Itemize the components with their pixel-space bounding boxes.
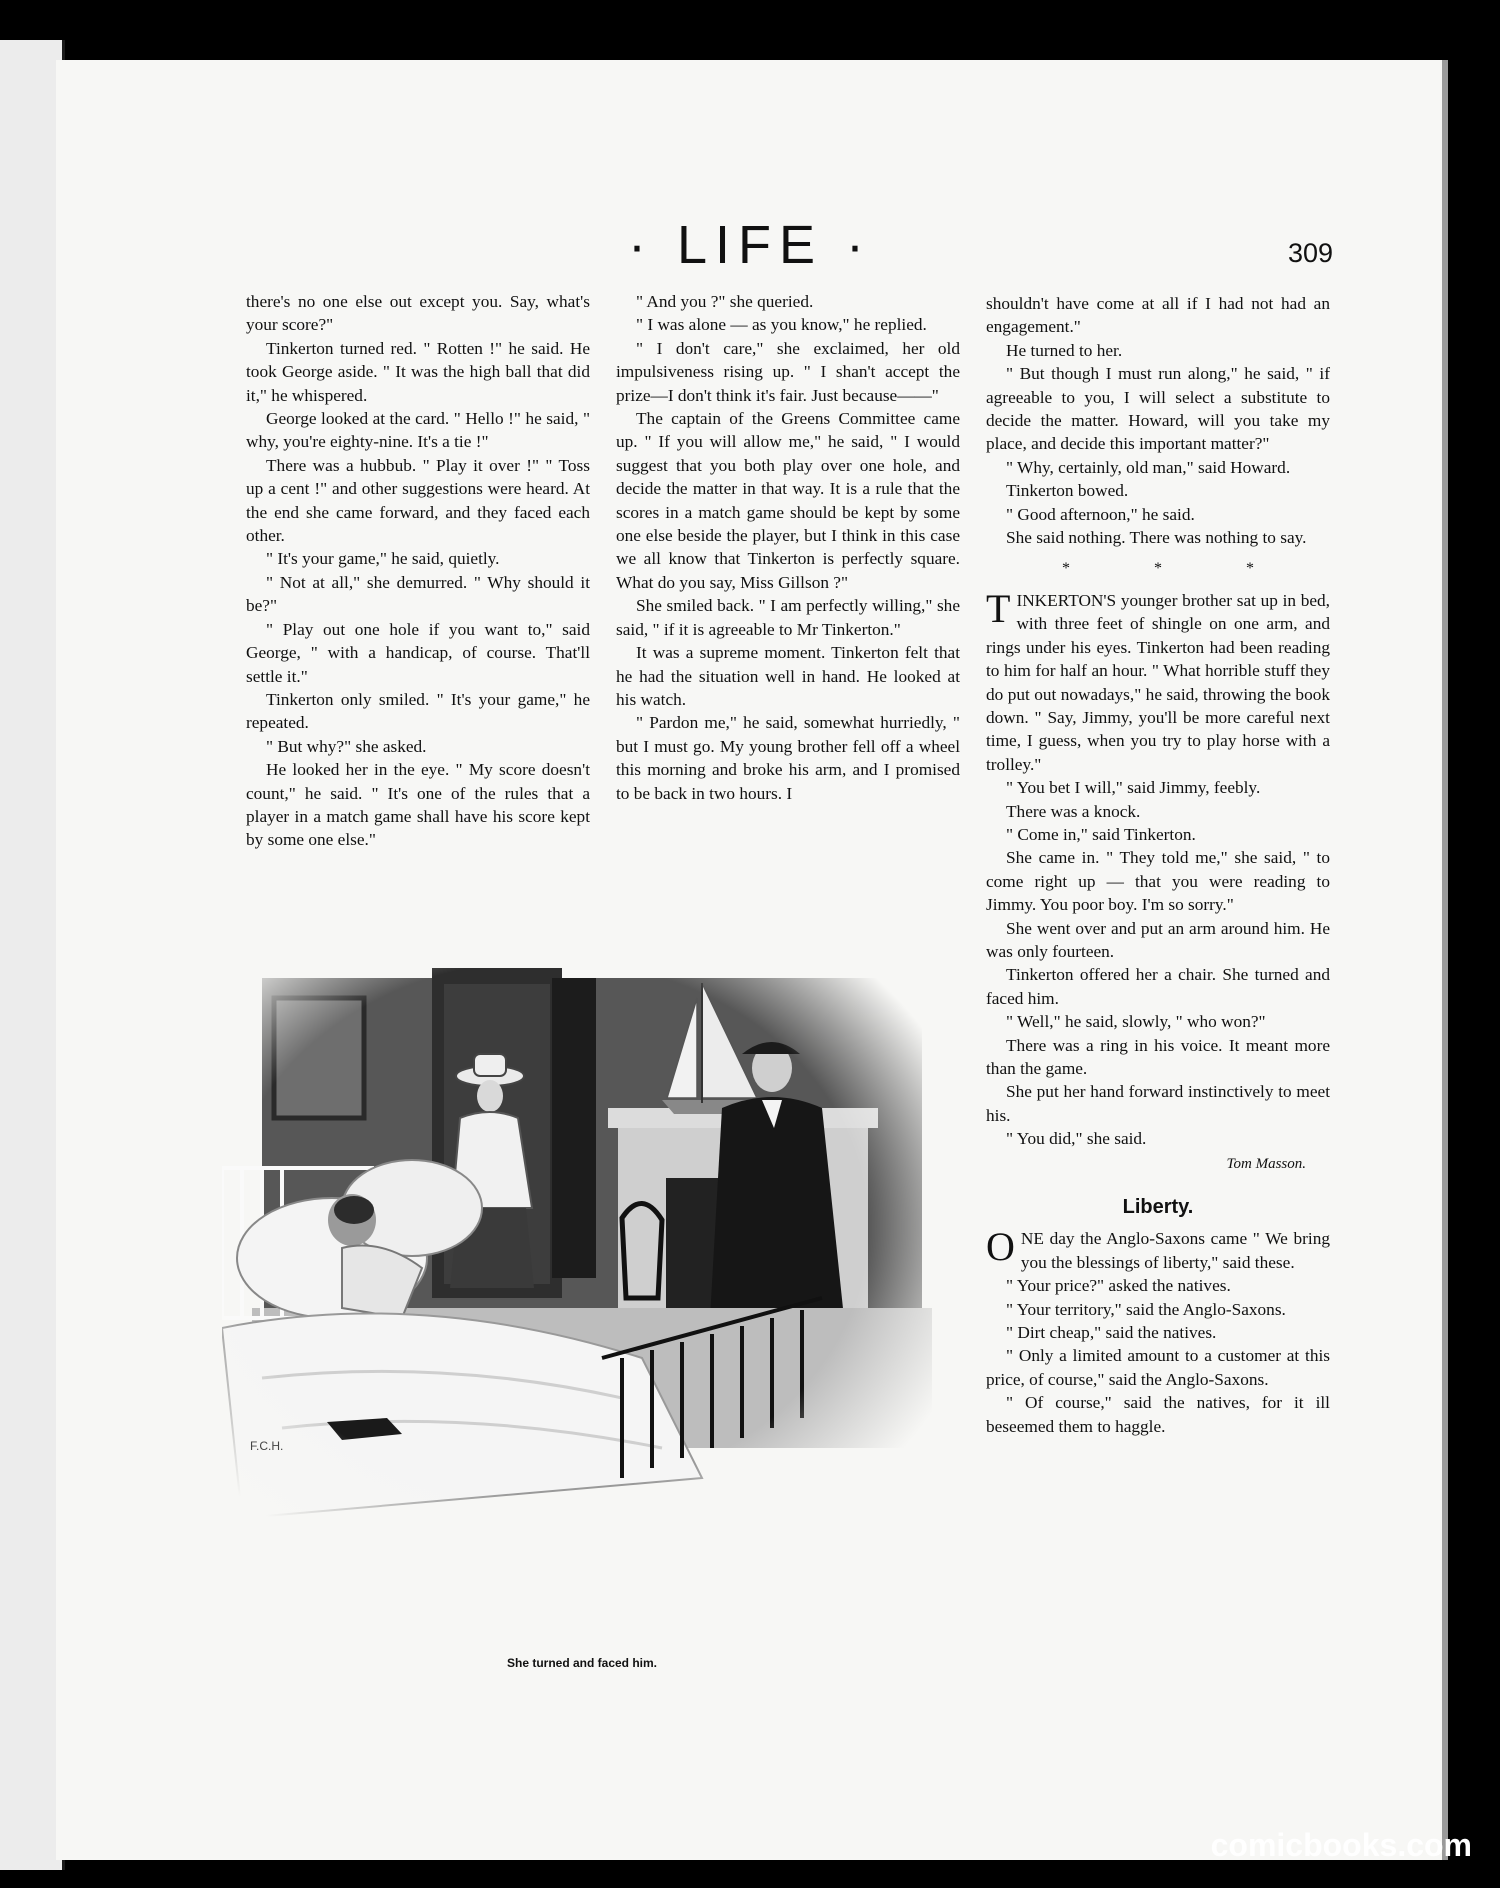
paragraph-text: INKERTON'S younger brother sat up in bed, with three feet of shingle on one arm, and rings under his eyes. Tinkerton had been reading to him for half an hour. " What horrible stuff they do put out nowadays," he said, throwing the book down. " Say, Jimmy, you'll be more careful next time, I guess, when you try to play horse with a trolley."	[986, 590, 1330, 774]
paragraph: " You bet I will," said Jimmy, feebly.	[1006, 778, 1261, 798]
paragraph: " And you ?" she queried.	[636, 292, 814, 311]
paragraph: She went over and put an arm around him. He was only fourteen.	[986, 918, 1330, 961]
bedroom-illustration	[222, 958, 942, 1556]
paragraph	[986, 1224, 1330, 1274]
paragraph: " It's your game," he said, quietly.	[266, 549, 500, 569]
illustration-drawing	[222, 958, 942, 1556]
paragraph: There was a hubbub. " Play it over !" " Toss up a cent !" and other suggestions were heard. At the end she came forward, and they faced each other.	[246, 455, 590, 546]
paragraph: The captain of the Greens Committee came up. " If you will allow me," he said, " I would suggest that you both play over one hole, and decide the matter in that way. It is a rule that the scores in a match game should be kept by some one else beside the player, but I think in this case we all know that Tinkerton is perfectly square. What do you say, Miss Gillson ?"	[616, 409, 960, 592]
paragraph	[986, 585, 1330, 776]
paragraph: There was a ring in his voice. It meant more than the game.	[986, 1035, 1330, 1078]
artist-signature: F.C.H.	[250, 1439, 284, 1453]
drop-cap: O	[986, 1224, 1015, 1270]
paragraph: She came in. " They told me," she said, " to come right up — that you were reading to Jimmy. You poor boy. I'm so sorry."	[986, 848, 1330, 915]
paragraph: There was a knock.	[1006, 801, 1141, 821]
paragraph: " Of course," said the natives, for it ill beseemed them to haggle.	[986, 1393, 1330, 1436]
text-column-1	[246, 290, 590, 852]
paragraph: " You did," she said.	[1006, 1129, 1147, 1149]
paragraph: " Well," he said, slowly, " who won?"	[1006, 1012, 1266, 1032]
section-separator: * * *	[1062, 560, 1294, 578]
paragraph: " Dirt cheap," said the natives.	[1006, 1323, 1217, 1343]
text-column-3	[986, 292, 1330, 1438]
text-column-2	[616, 290, 960, 805]
paragraph: Tinkerton only smiled. " It's your game," he repeated.	[246, 689, 590, 733]
paragraph: " I was alone — as you know," he replied.	[636, 315, 927, 335]
paragraph: " Your price?" asked the natives.	[1006, 1276, 1231, 1296]
masthead-title: · LIFE ·	[627, 215, 872, 275]
page-shadow	[1442, 60, 1448, 1860]
watermark: comicbooks.com	[1210, 1827, 1472, 1863]
paragraph: Tinkerton turned red. " Rotten !" he said. He took George aside. " It was the high ball that did it," he whispered.	[246, 338, 590, 405]
paragraph: " Only a limited amount to a customer at this price, of course," said the Anglo-Saxons.	[986, 1346, 1330, 1389]
paragraph: shouldn't have come at all if I had not had an engagement."	[986, 294, 1330, 337]
paragraph: there's no one else out except you. Say, what's your score?"	[246, 292, 590, 335]
paragraph: He looked her in the eye. " My score doesn't count," he said. " It's one of the rules that a player in a match game shall have his score kept by some one else."	[246, 760, 590, 850]
drop-cap: T	[986, 585, 1011, 631]
paragraph: " I don't care," she exclaimed, her old impulsiveness rising up. " I shan't accept the prize—I don't think it's fair. Just because——"	[616, 338, 960, 405]
paragraph: Tinkerton offered her a chair. She turned and faced him.	[986, 965, 1330, 1008]
paragraph: George looked at the card. " Hello !" he said, " why, you're eighty-nine. It's a tie !"	[246, 409, 590, 452]
paragraph-text: NE day the Anglo-Saxons came " We bring you the blessings of liberty," said these.	[1020, 1229, 1330, 1272]
page-number: 309	[1288, 238, 1334, 268]
paragraph: " Your territory," said the Anglo-Saxons.	[1006, 1299, 1286, 1319]
paragraph: " Not at all," she demurred. " Why should it be?"	[246, 572, 590, 616]
illustration-caption: She turned and faced him.	[506, 1656, 658, 1670]
paragraph: She said nothing. There was nothing to say.	[1006, 528, 1307, 548]
paragraph: " Play out one hole if you want to," said George, " with a handicap, of course. That'll settle it."	[246, 619, 590, 686]
paragraph: " Good afternoon," he said.	[1006, 504, 1195, 524]
paragraph: Tinkerton bowed.	[1006, 481, 1129, 501]
paragraph: She smiled back. " I am perfectly willing," she said, " if it is agreeable to Mr Tinkerton."	[616, 596, 960, 639]
paragraph: It was a supreme moment. Tinkerton felt that he had the situation well in hand. He looked at his watch.	[616, 643, 960, 709]
paragraph: " Pardon me," he said, somewhat hurriedly, " but I must go. My young brother fell off a wheel this morning and broke his arm, and I promised to be back in two hours. I	[616, 713, 960, 803]
paragraph: " Why, certainly, old man," said Howard.	[1006, 457, 1291, 477]
paragraph: She put her hand forward instinctively to meet his.	[986, 1082, 1330, 1125]
author-byline: Tom Masson.	[1226, 1155, 1306, 1172]
paragraph: " But though I must run along," he said, " if agreeable to you, I will select a substitute to decide the matter. Howard, will you take my place, and decide this important matter?"	[986, 364, 1330, 454]
paragraph: " Come in," said Tinkerton.	[1006, 824, 1196, 844]
paragraph: " But why?" she asked.	[266, 736, 427, 756]
paragraph: He turned to her.	[1006, 340, 1123, 360]
section-heading: Liberty.	[1122, 1196, 1194, 1219]
